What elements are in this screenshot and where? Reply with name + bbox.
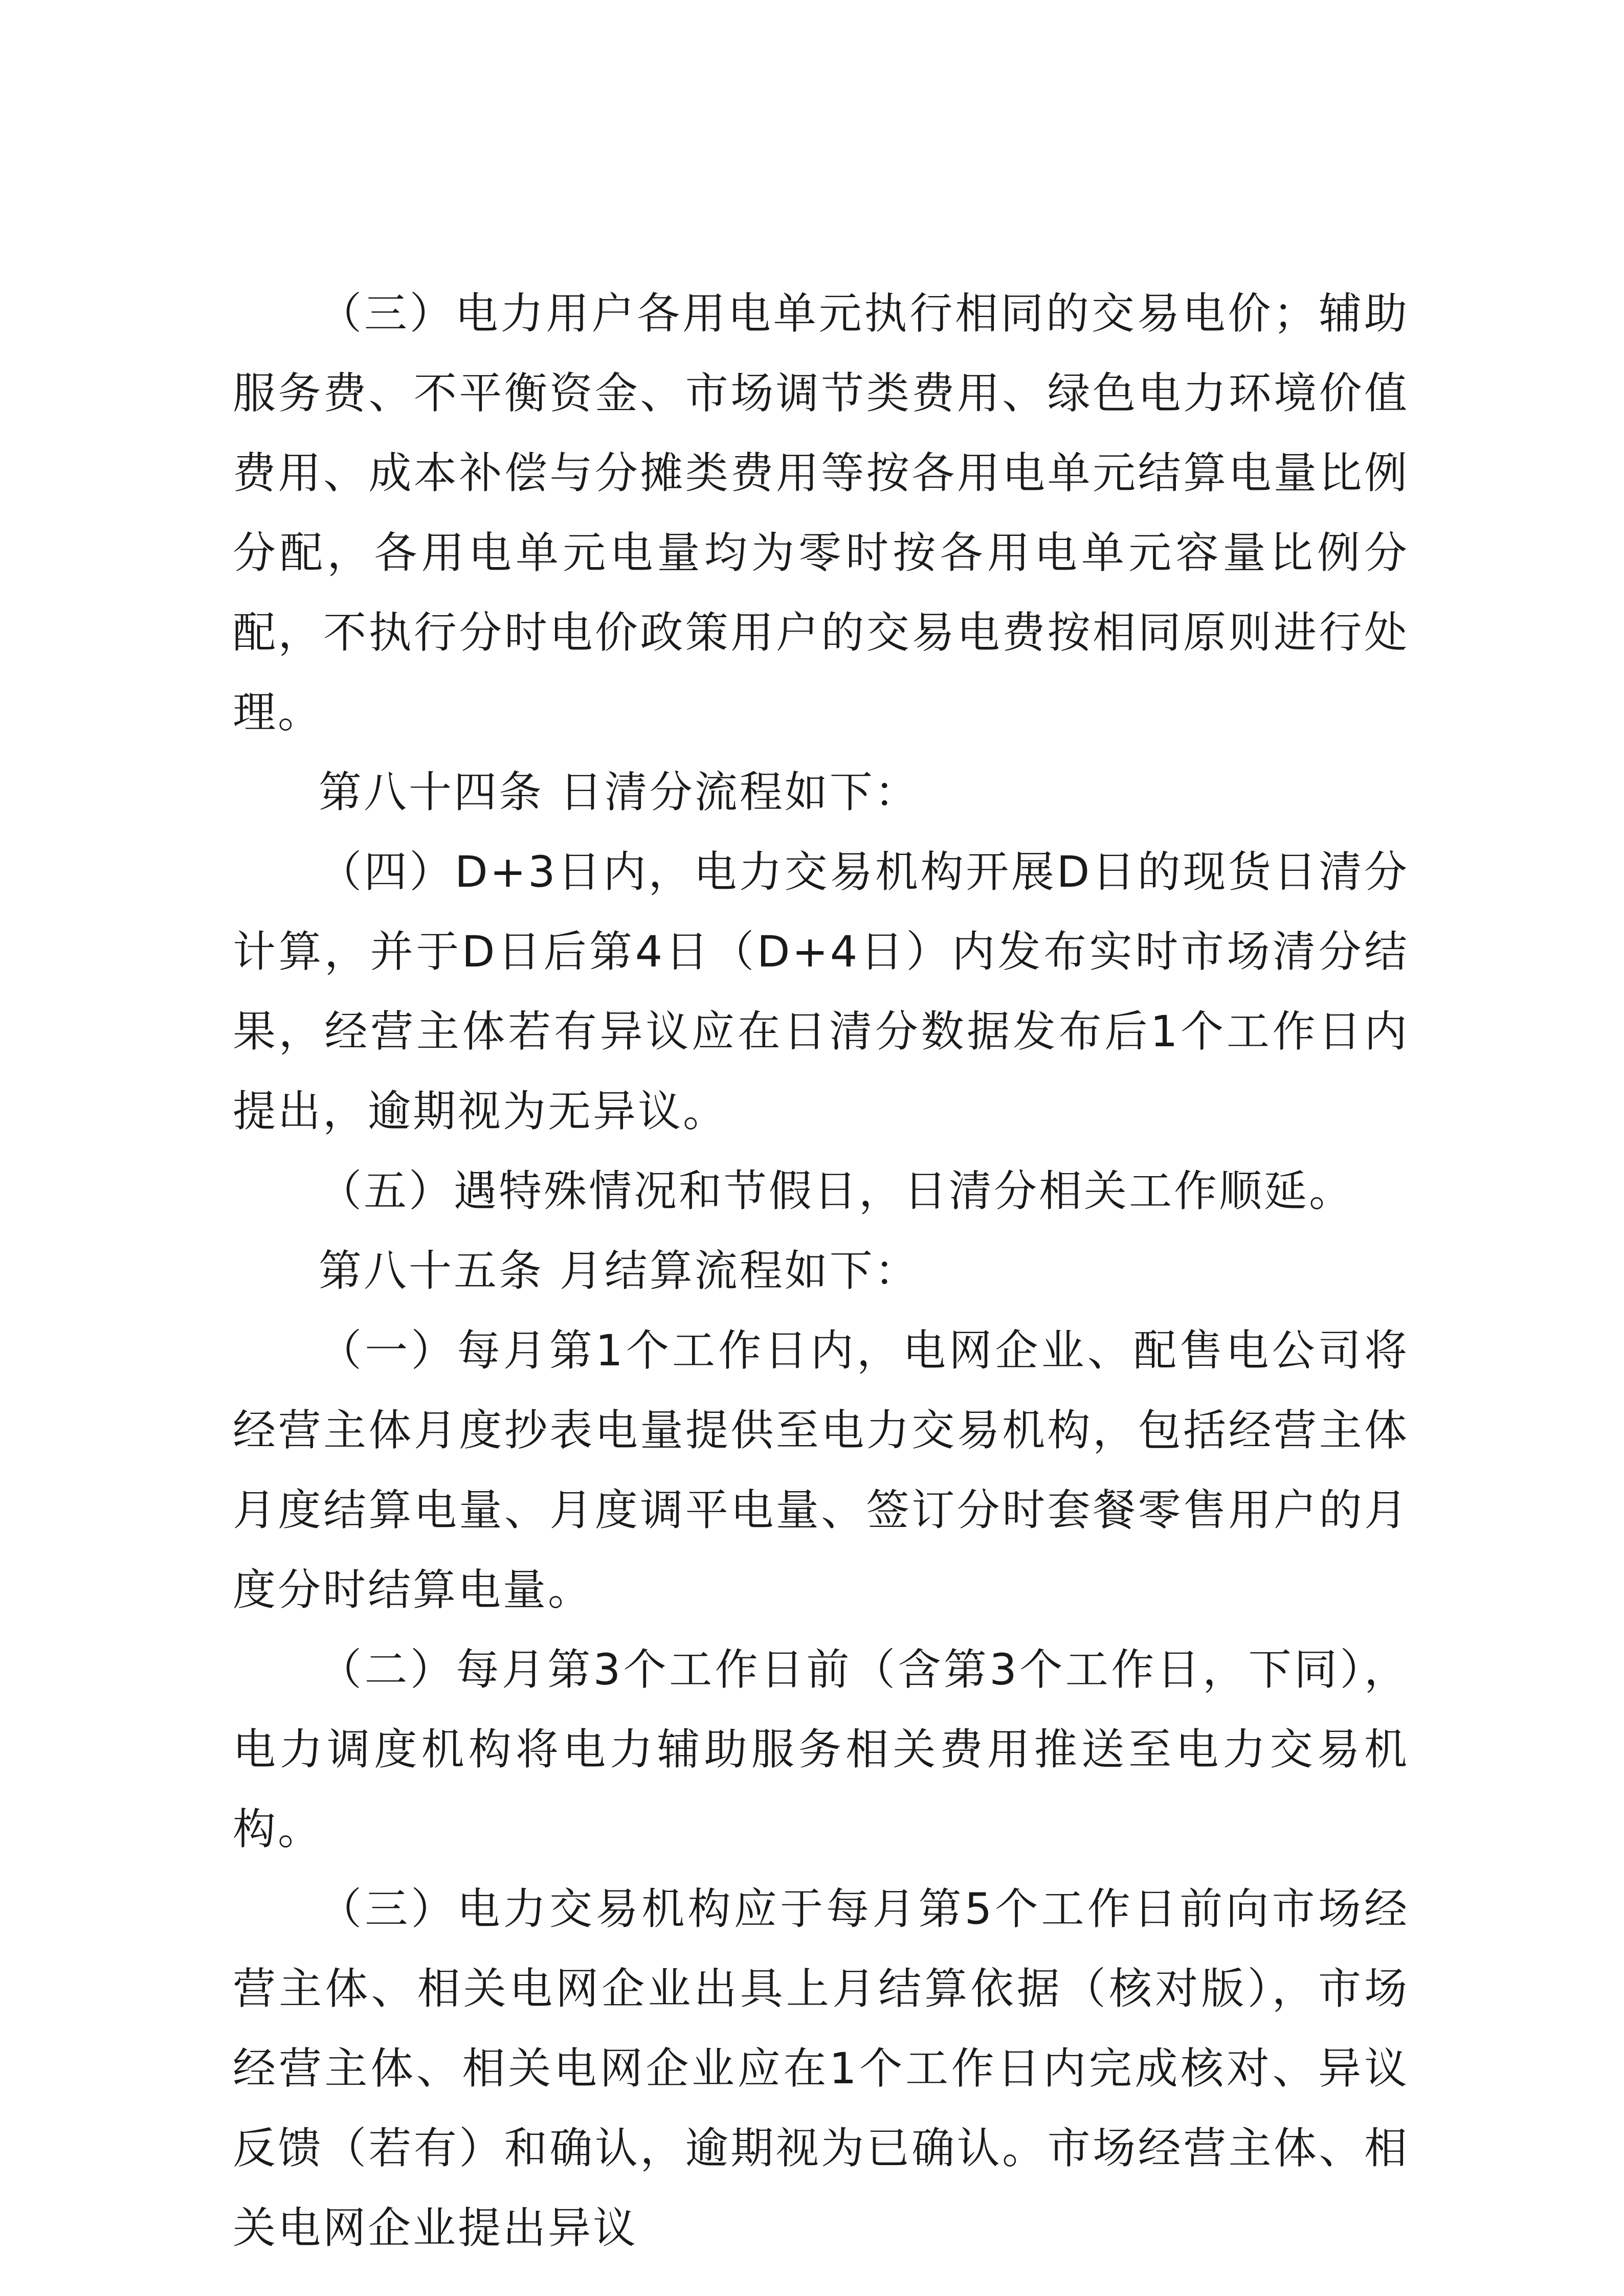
article-84-heading: 第八十四条 日清分流程如下：	[319, 767, 920, 817]
paragraph-3-allocation: （三）电力用户各用电单元执行相同的交易电价；辅助服务费、不平衡资金、市场调节类费用、绿色电力环境价值费用、成本补偿与分摊类费用等按各用电单元结算电量比例分配，各用电单元电量均为零时按各用电单元容量比例分配，不执行分时电价政策用户的交易电费按相同原则进行处理。	[233, 288, 1409, 737]
paragraph-2-ancillary-fees: （二）每月第3个工作日前（含第3个工作日，下同），电力调度机构将电力辅助服务相关费用推送至电力交易机构。	[233, 1645, 1409, 1854]
paragraph-4-daily-clearing: （四）D+3日内，电力交易机构开展D日的现货日清分计算，并于D日后第4日（D+4日）内发布实时市场清分结果，经营主体若有异议应在日清分数据发布后1个工作日内提出，逾期视为无异议。	[233, 847, 1409, 1136]
article-85-heading: 第八十五条 月结算流程如下：	[319, 1246, 920, 1296]
paragraph-5-holiday: （五）遇特殊情况和节假日，日清分相关工作顺延。	[319, 1166, 1354, 1216]
paragraph-1-meter-data: （一）每月第1个工作日内，电网企业、配售电公司将经营主体月度抄表电量提供至电力交易机构，包括经营主体月度结算电量、月度调平电量、签订分时套餐零售用户的月度分时结算电量。	[233, 1325, 1409, 1615]
document-body	[233, 274, 1409, 2268]
paragraph-3-settlement-basis: （三）电力交易机构应于每月第5个工作日前向市场经营主体、相关电网企业出具上月结算依据（核对版），市场经营主体、相关电网企业应在1个工作日内完成核对、异议反馈（若有）和确认，逾期视为已确认。市场经营主体、相关电网企业提出异议	[233, 1884, 1409, 2253]
